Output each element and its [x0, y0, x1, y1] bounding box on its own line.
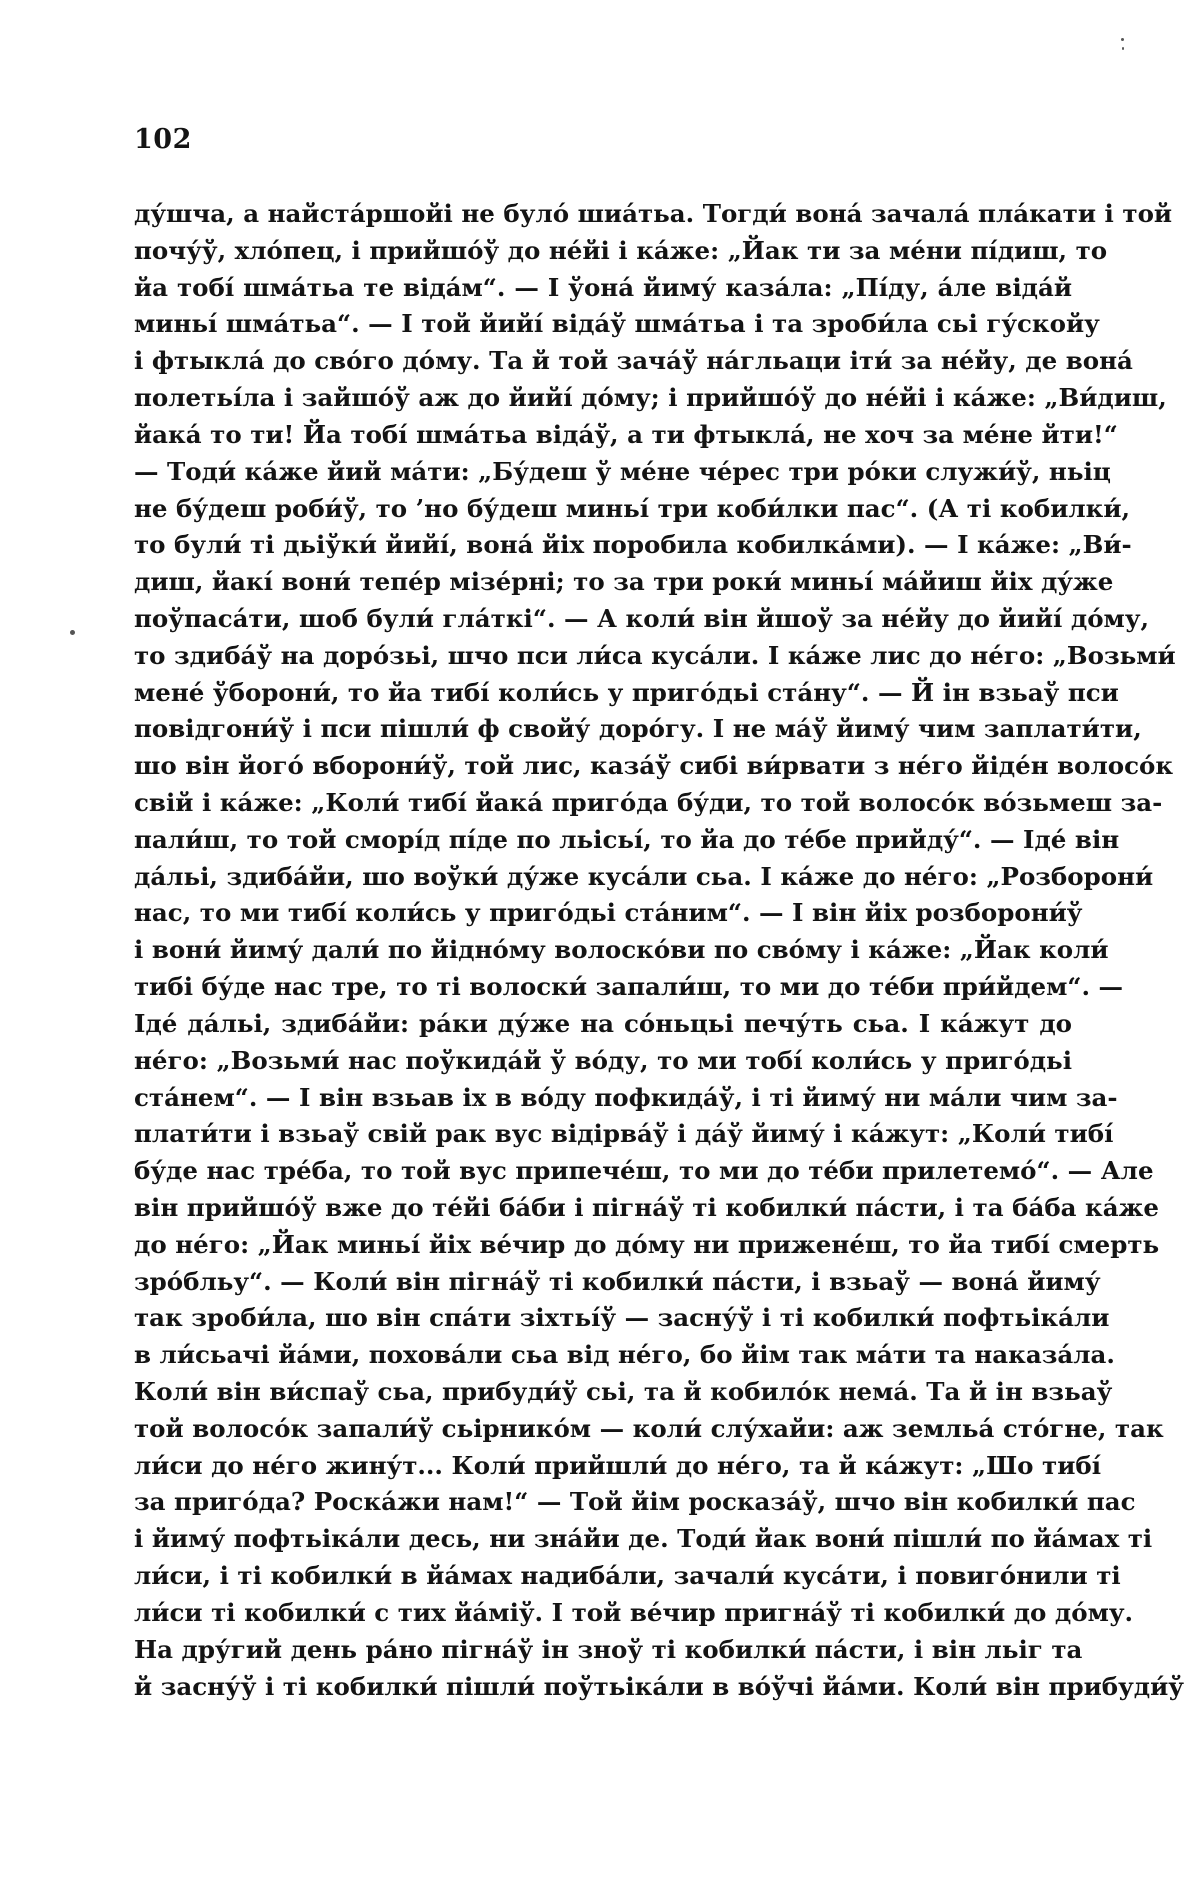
text-line: нас, то ми тибі́ коли́сь у приго́дьі ста́ним“. — І він йіх розборони́ў: [134, 898, 1083, 928]
text-line: ли́си до не́го жину́т... Коли́ прийшли́ до не́го, та й ка́жут: „Шо тибі́: [134, 1450, 1102, 1480]
text-line: то були́ ті дьіўки́ йийі́, вона́ йіх поробила кобилка́ми). — І ка́же: „Ви́-: [134, 530, 1132, 560]
text-line: і йиму́ пофтьіка́ли десь, ни зна́йи де. Тоди́ йак вони́ пішли́ по йа́мах ті: [134, 1524, 1153, 1554]
text-line: ли́си, і ті кобилки́ в йа́мах надиба́ли, зачали́ куса́ти, і повиго́нили ті: [134, 1561, 1121, 1591]
print-speck: [70, 630, 75, 635]
text-line: миньі́ шма́тьа“. — І той йийі́ віда́ў шма́тьа і та зроби́ла сьі гу́скойу: [134, 309, 1100, 339]
text-line: повідгони́ў і пси пішли́ ф свойу́ доро́гу. І не ма́ў йиму́ чим заплати́ти,: [134, 714, 1142, 744]
text-line: не бу́деш роби́ў, то ’но бу́деш миньі́ три коби́лки пас“. (А ті кобилки́,: [134, 493, 1131, 523]
text-line: і вони́ йиму́ дали́ по йідно́му волоско́ви по сво́му і ка́же: „Йак коли́: [134, 935, 1109, 965]
text-line: й засну́ў і ті кобилки́ пішли́ поўтьіка́ли в во́ўчі йа́ми. Коли́ він прибуди́ў: [134, 1671, 1184, 1701]
text-line: в ли́сьачі йа́ми, похова́ли сьа від не́го, бо йім так ма́ти та наказа́ла.: [134, 1340, 1115, 1370]
text-line: поўпаса́ти, шоб були́ гла́ткі“. — А коли́ він йшоў за не́йу до йийі́ до́му,: [134, 603, 1150, 633]
text-line: ду́шча, а найста́ршойі не було́ шиа́тьа. Тогди́ вона́ зачала́ пла́кати і той: [134, 199, 1173, 228]
text-line: за приго́да? Роска́жи нам!“ — Той йім росказа́ў, шчо він кобилки́ пас: [134, 1487, 1136, 1517]
text-line: да́льі, здиба́йи, шо воўки́ ду́же куса́ли сьа. І ка́же до не́го: „Розборони́: [134, 861, 1154, 891]
text-line: не́го: „Возьми́ нас поўкида́й ў во́ду, то ми тобі́ коли́сь у приго́дьі: [134, 1045, 1072, 1075]
text-line: диш, йакі́ вони́ тепе́р мізе́рні; то за три роки́ миньі́ ма́йиш йіх ду́же: [134, 567, 1114, 597]
text-line: йа тобі́ шма́тьа те віда́м“. — І ўона́ йиму́ каза́ла: „Пі́ду, а́ле віда́й: [134, 272, 1072, 302]
text-line: і фтыкла́ до сво́го до́му. Та й той зача́ў на́гльаци іти́ за не́йу, де вона́: [134, 346, 1133, 376]
text-line: мене́ ўборони́, то йа тибі́ коли́сь у приго́дьі ста́ну“. — Й ін взьаў пси: [134, 677, 1119, 707]
text-line: ста́нем“. — І він взьав іх в во́ду пофкида́ў, і ті йиму́ ни ма́ли чим за-: [134, 1082, 1118, 1112]
text-line: На дру́гий день ра́но пігна́ў ін зноў ті кобилки́ па́сти, і він льіг та: [134, 1634, 1083, 1664]
text-line: він прийшо́ў вже до те́йі ба́би і пігна́ў ті кобилки́ па́сти, і та ба́ба ка́же: [134, 1192, 1159, 1222]
text-line: так зроби́ла, шо він спа́ти зіхтьі́ў — засну́ў і ті кобилки́ пофтьіка́ли: [134, 1303, 1110, 1333]
page-number: 102: [134, 124, 192, 155]
text-line: тибі бу́де нас тре, то ті волоски́ запали́ш, то ми до те́би при́йдем“. —: [134, 972, 1124, 1002]
text-line: зро́бльу“. — Коли́ він пігна́ў ті кобилки́ па́сти, і взьаў — вона́ йиму́: [134, 1266, 1101, 1296]
text-line: до не́го: „Йак миньі́ йіх ве́чир до до́му ни прижене́ш, то йа тибі́ смерть: [134, 1229, 1160, 1259]
text-line: свій і ка́же: „Коли́ тибі́ йака́ приго́да бу́ди, то той волосо́к во́зьмеш за-: [134, 788, 1163, 817]
body-text: [134, 196, 1184, 1705]
text-line: Коли́ він ви́спаў сьа, прибуди́ў сьі, та й кобило́к нема́. Та й ін взьаў: [134, 1377, 1113, 1406]
text-line: йака́ то ти! Йа тобі́ шма́тьа віда́ў, а ти фтыкла́, не хоч за ме́не йти!“: [134, 419, 1118, 449]
text-line: то здиба́ў на доро́зьі, шчо пси ли́са куса́ли. І ка́же лис до не́го: „Возьми́: [134, 640, 1176, 670]
text-line: почу́ў, хло́пец, і прийшо́ў до не́йі і ка́же: „Йак ти за ме́ни пі́диш, то: [134, 235, 1108, 265]
print-speck: [1121, 38, 1124, 41]
text-line: полетьі́ла і зайшо́ў аж до йийі́ до́му; і прийшо́ў до не́йі і ка́же: „Ви́диш,: [134, 383, 1167, 413]
text-line: шо він його́ вборони́ў, той лис, каза́ў сибі ви́рвати з не́го йіде́н волосо́к: [134, 751, 1174, 781]
print-speck: [1122, 47, 1124, 50]
text-line: бу́де нас тре́ба, то той вус припече́ш, то ми до те́би прилетемо́“. — Але: [134, 1156, 1154, 1186]
text-line: пали́ш, то той сморі́д пі́де по льісьі́, то йа до те́бе прийду́“. — Іде́ він: [134, 824, 1120, 854]
text-line: ли́си ті кобилки́ с тих йа́міў. І той ве́чир пригна́ў ті кобилки́ до до́му.: [134, 1597, 1134, 1627]
text-line: Іде́ да́льі, здиба́йи: ра́ки ду́же на со́ньцьі печу́ть сьа. І ка́жут до: [134, 1008, 1072, 1038]
text-line: — Тоди́ ка́же йий ма́ти: „Бу́деш ў ме́не че́рес три ро́ки служи́ў, ньіц: [134, 456, 1111, 486]
text-line: плати́ти і взьаў свій рак вус відірва́ў і да́ў йиму́ і ка́жут: „Коли́ тибі́: [134, 1119, 1114, 1149]
text-line: той волосо́к запали́ў сьірнико́м — коли́ слу́хайи: аж земльа́ сто́гне, так: [134, 1413, 1164, 1443]
